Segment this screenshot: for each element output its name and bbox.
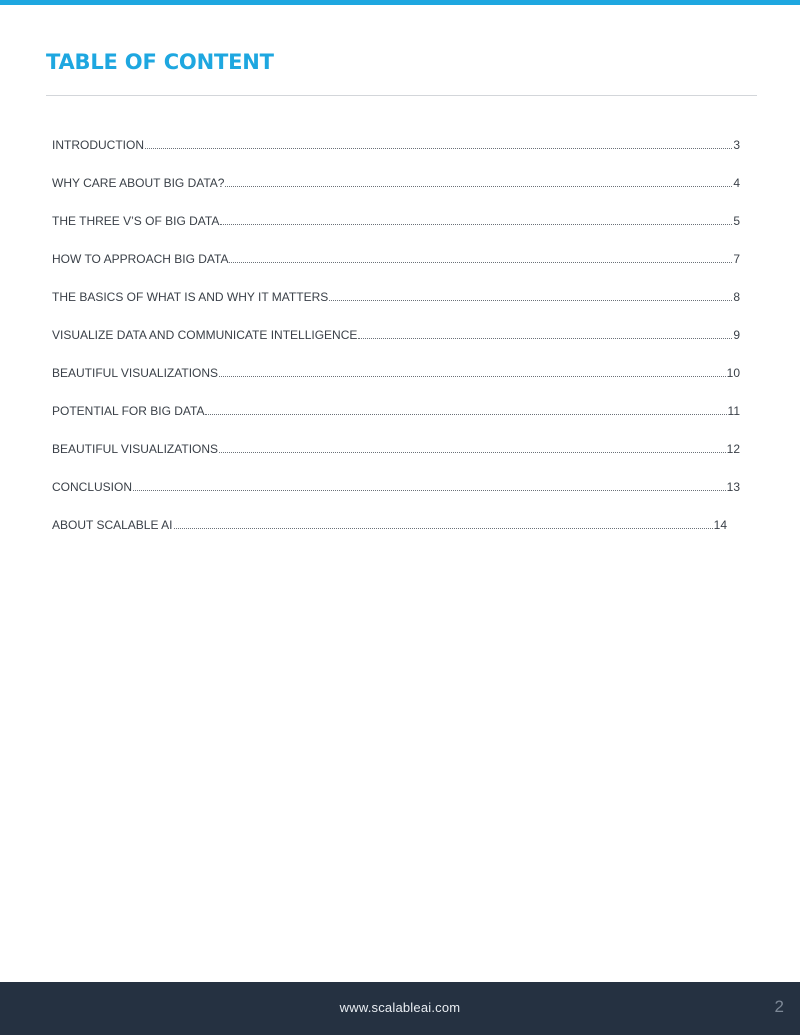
toc-entry[interactable] (52, 230, 740, 268)
toc-entry[interactable] (52, 344, 740, 382)
toc-entry-page: 13 (726, 480, 740, 494)
table-of-contents (52, 116, 740, 534)
toc-entry-page: 12 (726, 442, 740, 456)
toc-entry-label: ABOUT SCALABLE AI (52, 518, 173, 532)
dot-leader (225, 185, 732, 187)
website-link[interactable]: www.scalableai.com (339, 1000, 461, 1015)
toc-entry-page: 7 (733, 252, 740, 266)
toc-entry-label: BEAUTIFUL VISUALIZATIONS (52, 442, 219, 456)
dot-leader (358, 337, 732, 339)
toc-entry[interactable] (52, 496, 727, 534)
toc-entry-label: INTRODUCTION (52, 138, 144, 152)
toc-entry-page: 11 (727, 404, 740, 418)
toc-entry-page: 14 (713, 518, 727, 532)
toc-entry[interactable] (52, 420, 740, 458)
toc-entry-page: 5 (733, 214, 740, 228)
page-footer (0, 982, 800, 1035)
toc-entry-label: WHY CARE ABOUT BIG DATA? (52, 176, 225, 190)
toc-entry[interactable] (52, 268, 740, 306)
dot-leader (229, 261, 732, 263)
toc-entry-label: BEAUTIFUL VISUALIZATIONS (52, 366, 219, 380)
toc-entry-label: VISUALIZE DATA AND COMMUNICATE INTELLIGENCE (52, 328, 358, 342)
toc-entry[interactable] (52, 154, 740, 192)
toc-entry-label: THE THREE V’S OF BIG DATA (52, 214, 220, 228)
dot-leader (205, 413, 726, 415)
toc-entry-page: 9 (733, 328, 740, 342)
top-accent-bar (0, 0, 800, 5)
toc-entry[interactable] (52, 306, 740, 344)
page-number: 2 (774, 997, 784, 1016)
toc-entry[interactable] (52, 116, 740, 154)
toc-entry[interactable] (52, 458, 740, 496)
toc-entry-page: 4 (733, 176, 740, 190)
dot-leader (219, 451, 726, 453)
toc-entry-label: POTENTIAL FOR BIG DATA (52, 404, 205, 418)
dot-leader (219, 375, 726, 377)
dot-leader (133, 489, 726, 491)
dot-leader (174, 527, 713, 529)
toc-entry[interactable] (52, 382, 740, 420)
dot-leader (220, 223, 732, 225)
dot-leader (329, 299, 732, 301)
toc-entry-page: 10 (726, 366, 740, 380)
page-title: TABLE OF CONTENT (46, 50, 274, 74)
toc-entry-page: 8 (733, 290, 740, 304)
toc-entry-page: 3 (733, 138, 740, 152)
toc-entry-label: CONCLUSION (52, 480, 133, 494)
toc-entry-label: THE BASICS OF WHAT IS AND WHY IT MATTERS (52, 290, 329, 304)
dot-leader (145, 147, 732, 149)
toc-entry-label: HOW TO APPROACH BIG DATA (52, 252, 229, 266)
toc-entry[interactable] (52, 192, 740, 230)
title-divider (46, 95, 757, 96)
